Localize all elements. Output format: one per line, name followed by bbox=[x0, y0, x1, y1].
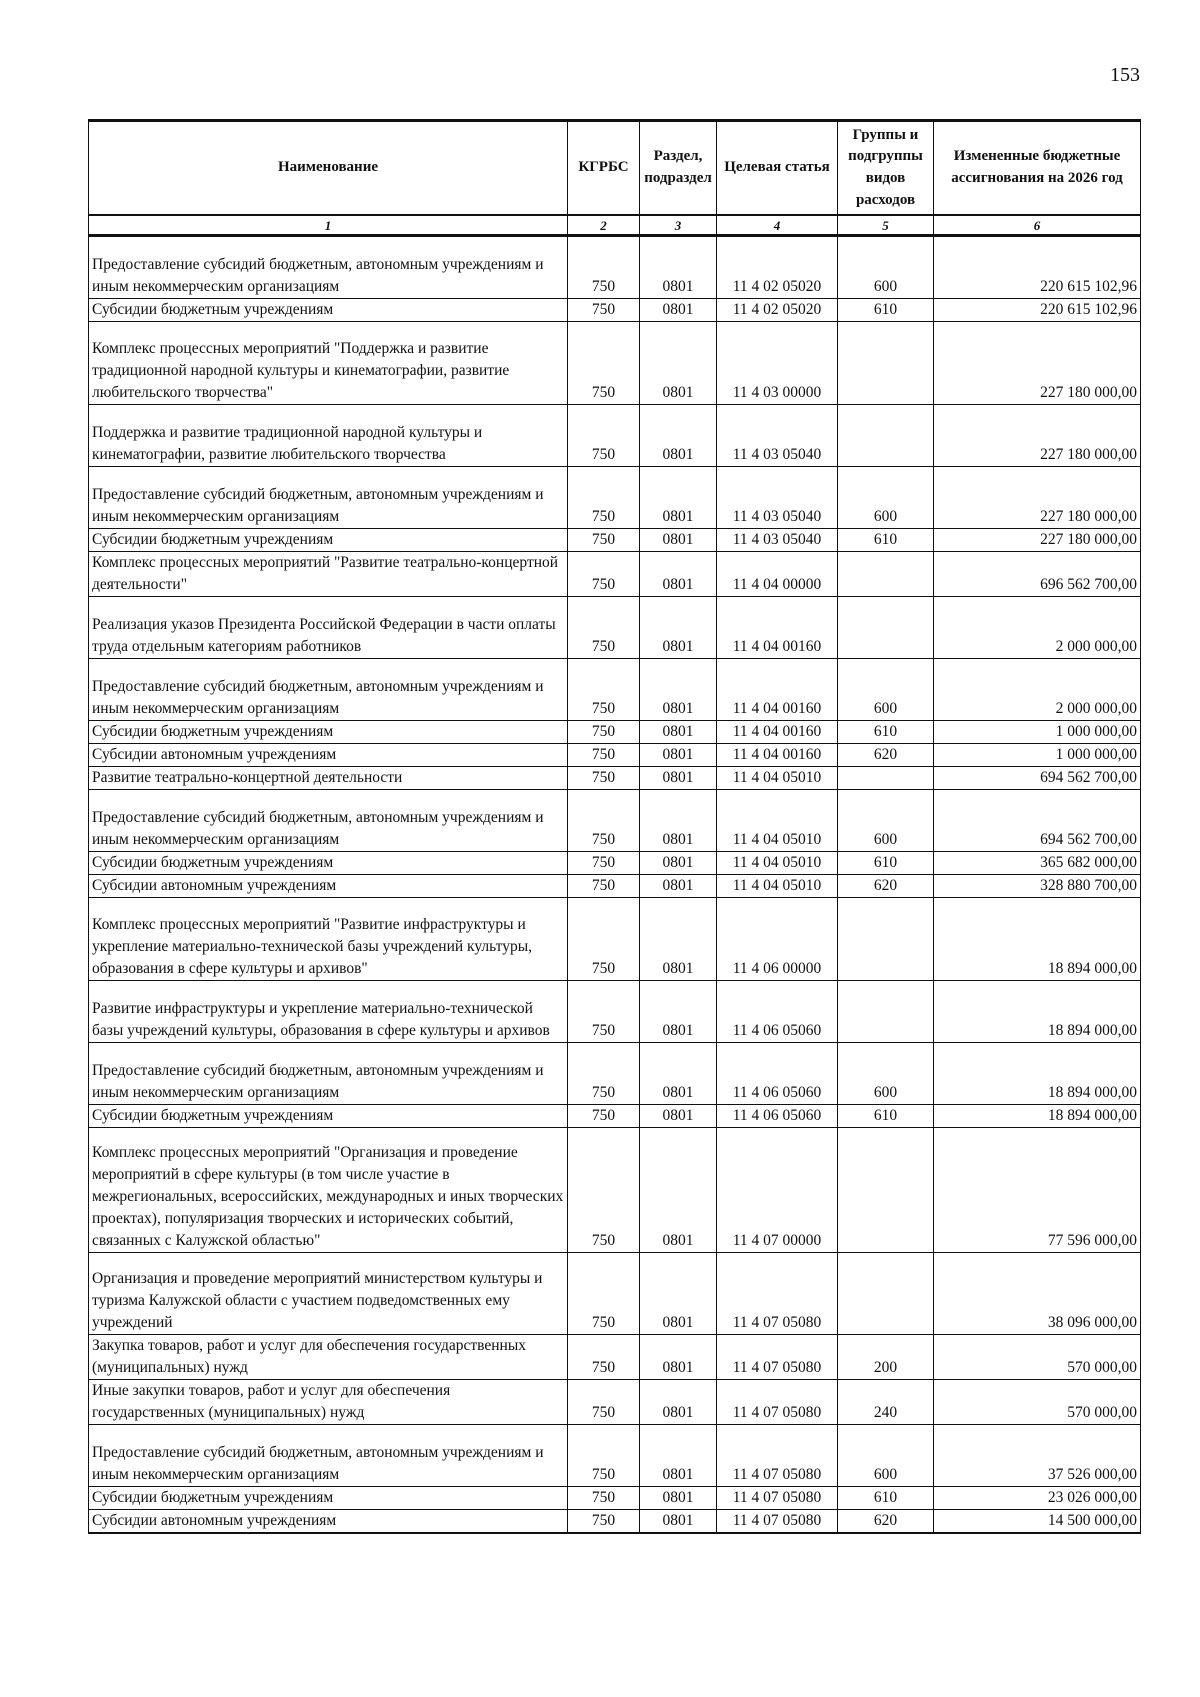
row-kgrbs: 750 bbox=[568, 1253, 640, 1335]
row-kgrbs: 750 bbox=[568, 1335, 640, 1380]
row-target: 11 4 07 05080 bbox=[717, 1487, 838, 1510]
row-name: Предоставление субсидий бюджетным, автономным учреждениям и иным некоммерческим организациям bbox=[89, 659, 568, 721]
table-row bbox=[89, 1128, 1141, 1253]
row-group: 600 bbox=[838, 1043, 934, 1105]
row-amount: 14 500 000,00 bbox=[934, 1510, 1141, 1534]
column-number: 3 bbox=[640, 215, 717, 236]
row-amount: 77 596 000,00 bbox=[934, 1128, 1141, 1253]
row-kgrbs: 750 bbox=[568, 597, 640, 659]
row-amount: 2 000 000,00 bbox=[934, 597, 1141, 659]
row-target: 11 4 04 00000 bbox=[717, 552, 838, 597]
header-group: Группы и подгруппы видов расходов bbox=[838, 121, 934, 216]
row-section: 0801 bbox=[640, 552, 717, 597]
row-name: Предоставление субсидий бюджетным, автономным учреждениям и иным некоммерческим организациям bbox=[89, 236, 568, 299]
row-target: 11 4 07 05080 bbox=[717, 1510, 838, 1534]
row-amount: 18 894 000,00 bbox=[934, 898, 1141, 981]
row-section: 0801 bbox=[640, 236, 717, 299]
table-row bbox=[89, 1425, 1141, 1487]
row-section: 0801 bbox=[640, 299, 717, 322]
row-amount: 694 562 700,00 bbox=[934, 767, 1141, 790]
row-target: 11 4 03 05040 bbox=[717, 405, 838, 467]
row-group bbox=[838, 767, 934, 790]
column-number: 5 bbox=[838, 215, 934, 236]
row-amount: 328 880 700,00 bbox=[934, 875, 1141, 898]
table-row bbox=[89, 1380, 1141, 1425]
table-row bbox=[89, 299, 1141, 322]
row-target: 11 4 07 05080 bbox=[717, 1425, 838, 1487]
table-row bbox=[89, 552, 1141, 597]
row-amount: 227 180 000,00 bbox=[934, 529, 1141, 552]
row-amount: 696 562 700,00 bbox=[934, 552, 1141, 597]
row-name: Субсидии автономным учреждениям bbox=[89, 1510, 568, 1534]
row-amount: 18 894 000,00 bbox=[934, 1105, 1141, 1128]
row-section: 0801 bbox=[640, 1335, 717, 1380]
row-kgrbs: 750 bbox=[568, 898, 640, 981]
row-group: 200 bbox=[838, 1335, 934, 1380]
row-kgrbs: 750 bbox=[568, 236, 640, 299]
table-row bbox=[89, 467, 1141, 529]
row-name: Предоставление субсидий бюджетным, автономным учреждениям и иным некоммерческим организациям bbox=[89, 1425, 568, 1487]
row-group: 620 bbox=[838, 875, 934, 898]
row-name: Комплекс процессных мероприятий "Поддержка и развитие традиционной народной культуры и кинематографии, развитие любительского творчества" bbox=[89, 322, 568, 405]
row-name: Предоставление субсидий бюджетным, автономным учреждениям и иным некоммерческим организациям bbox=[89, 1043, 568, 1105]
row-section: 0801 bbox=[640, 1043, 717, 1105]
row-kgrbs: 750 bbox=[568, 529, 640, 552]
row-name: Предоставление субсидий бюджетным, автономным учреждениям и иным некоммерческим организациям bbox=[89, 790, 568, 852]
column-number: 1 bbox=[89, 215, 568, 236]
row-kgrbs: 750 bbox=[568, 790, 640, 852]
row-kgrbs: 750 bbox=[568, 1105, 640, 1128]
row-group: 600 bbox=[838, 1425, 934, 1487]
row-section: 0801 bbox=[640, 1487, 717, 1510]
row-amount: 1 000 000,00 bbox=[934, 721, 1141, 744]
row-target: 11 4 07 05080 bbox=[717, 1335, 838, 1380]
table-row bbox=[89, 405, 1141, 467]
row-name: Субсидии бюджетным учреждениям bbox=[89, 299, 568, 322]
row-name: Субсидии бюджетным учреждениям bbox=[89, 1105, 568, 1128]
row-section: 0801 bbox=[640, 659, 717, 721]
row-name: Развитие инфраструктуры и укрепление материально-технической базы учреждений культуры, образования в сфере культуры и архивов bbox=[89, 981, 568, 1043]
row-name: Закупка товаров, работ и услуг для обеспечения государственных (муниципальных) нужд bbox=[89, 1335, 568, 1380]
row-amount: 227 180 000,00 bbox=[934, 405, 1141, 467]
row-target: 11 4 04 00160 bbox=[717, 744, 838, 767]
row-group bbox=[838, 405, 934, 467]
row-kgrbs: 750 bbox=[568, 1425, 640, 1487]
row-section: 0801 bbox=[640, 1425, 717, 1487]
row-kgrbs: 750 bbox=[568, 299, 640, 322]
row-group: 610 bbox=[838, 1105, 934, 1128]
row-target: 11 4 04 00160 bbox=[717, 721, 838, 744]
row-name: Комплекс процессных мероприятий "Организация и проведение мероприятий в сфере культуры (в том числе участие в межрегиональных, всероссийских, международных и иных творческих проектах), популяризация творческих и исторических событий, связанных с Калужской областью" bbox=[89, 1128, 568, 1253]
row-group bbox=[838, 552, 934, 597]
table-row bbox=[89, 744, 1141, 767]
row-name: Субсидии автономным учреждениям bbox=[89, 744, 568, 767]
table-row bbox=[89, 790, 1141, 852]
row-target: 11 4 06 05060 bbox=[717, 1043, 838, 1105]
row-target: 11 4 04 05010 bbox=[717, 767, 838, 790]
row-kgrbs: 750 bbox=[568, 1043, 640, 1105]
row-amount: 227 180 000,00 bbox=[934, 322, 1141, 405]
row-amount: 694 562 700,00 bbox=[934, 790, 1141, 852]
row-section: 0801 bbox=[640, 322, 717, 405]
table-row bbox=[89, 1487, 1141, 1510]
column-number-row bbox=[89, 215, 1141, 236]
table-row bbox=[89, 721, 1141, 744]
row-group: 620 bbox=[838, 744, 934, 767]
table-row bbox=[89, 529, 1141, 552]
row-group: 610 bbox=[838, 1487, 934, 1510]
row-section: 0801 bbox=[640, 529, 717, 552]
row-amount: 227 180 000,00 bbox=[934, 467, 1141, 529]
table-row bbox=[89, 852, 1141, 875]
row-amount: 1 000 000,00 bbox=[934, 744, 1141, 767]
table-row bbox=[89, 875, 1141, 898]
row-target: 11 4 04 00160 bbox=[717, 597, 838, 659]
header-row bbox=[89, 121, 1141, 216]
row-section: 0801 bbox=[640, 852, 717, 875]
row-group: 620 bbox=[838, 1510, 934, 1534]
row-section: 0801 bbox=[640, 1380, 717, 1425]
row-section: 0801 bbox=[640, 1105, 717, 1128]
row-kgrbs: 750 bbox=[568, 744, 640, 767]
row-amount: 2 000 000,00 bbox=[934, 659, 1141, 721]
table-row bbox=[89, 1335, 1141, 1380]
row-section: 0801 bbox=[640, 721, 717, 744]
row-target: 11 4 02 05020 bbox=[717, 299, 838, 322]
row-name: Субсидии бюджетным учреждениям bbox=[89, 721, 568, 744]
table-row bbox=[89, 1510, 1141, 1534]
row-group: 600 bbox=[838, 790, 934, 852]
page-number: 153 bbox=[1110, 64, 1140, 86]
row-target: 11 4 06 05060 bbox=[717, 1105, 838, 1128]
table-row bbox=[89, 236, 1141, 299]
row-name: Поддержка и развитие традиционной народной культуры и кинематографии, развитие любительского творчества bbox=[89, 405, 568, 467]
row-group: 600 bbox=[838, 467, 934, 529]
row-section: 0801 bbox=[640, 597, 717, 659]
row-group: 240 bbox=[838, 1380, 934, 1425]
row-amount: 570 000,00 bbox=[934, 1335, 1141, 1380]
row-name: Предоставление субсидий бюджетным, автономным учреждениям и иным некоммерческим организациям bbox=[89, 467, 568, 529]
row-kgrbs: 750 bbox=[568, 1128, 640, 1253]
row-name: Организация и проведение мероприятий министерством культуры и туризма Калужской области с участием подведомственных ему учреждений bbox=[89, 1253, 568, 1335]
row-kgrbs: 750 bbox=[568, 1487, 640, 1510]
row-name: Субсидии автономным учреждениям bbox=[89, 875, 568, 898]
header-section: Раздел, подраздел bbox=[640, 121, 717, 216]
row-kgrbs: 750 bbox=[568, 981, 640, 1043]
row-section: 0801 bbox=[640, 744, 717, 767]
row-amount: 365 682 000,00 bbox=[934, 852, 1141, 875]
row-kgrbs: 750 bbox=[568, 852, 640, 875]
row-amount: 570 000,00 bbox=[934, 1380, 1141, 1425]
row-name: Субсидии бюджетным учреждениям bbox=[89, 852, 568, 875]
table-row bbox=[89, 1253, 1141, 1335]
header-kgrbs: КГРБС bbox=[568, 121, 640, 216]
column-number: 4 bbox=[717, 215, 838, 236]
row-amount: 38 096 000,00 bbox=[934, 1253, 1141, 1335]
row-group bbox=[838, 981, 934, 1043]
row-kgrbs: 750 bbox=[568, 405, 640, 467]
row-target: 11 4 04 05010 bbox=[717, 875, 838, 898]
row-target: 11 4 04 05010 bbox=[717, 852, 838, 875]
row-target: 11 4 06 00000 bbox=[717, 898, 838, 981]
table-row bbox=[89, 322, 1141, 405]
row-group: 610 bbox=[838, 852, 934, 875]
row-group bbox=[838, 898, 934, 981]
row-target: 11 4 06 05060 bbox=[717, 981, 838, 1043]
row-name: Комплекс процессных мероприятий "Развитие театрально-концертной деятельности" bbox=[89, 552, 568, 597]
column-number: 6 bbox=[934, 215, 1141, 236]
row-group: 610 bbox=[838, 529, 934, 552]
row-section: 0801 bbox=[640, 1253, 717, 1335]
row-target: 11 4 04 05010 bbox=[717, 790, 838, 852]
row-target: 11 4 03 05040 bbox=[717, 467, 838, 529]
row-name: Субсидии бюджетным учреждениям bbox=[89, 529, 568, 552]
row-amount: 18 894 000,00 bbox=[934, 1043, 1141, 1105]
row-name: Субсидии бюджетным учреждениям bbox=[89, 1487, 568, 1510]
row-section: 0801 bbox=[640, 467, 717, 529]
table-row bbox=[89, 1105, 1141, 1128]
table-row bbox=[89, 767, 1141, 790]
row-group bbox=[838, 1128, 934, 1253]
table-row bbox=[89, 659, 1141, 721]
row-target: 11 4 02 05020 bbox=[717, 236, 838, 299]
table-row bbox=[89, 898, 1141, 981]
row-kgrbs: 750 bbox=[568, 875, 640, 898]
row-group: 600 bbox=[838, 659, 934, 721]
row-amount: 23 026 000,00 bbox=[934, 1487, 1141, 1510]
table-row bbox=[89, 981, 1141, 1043]
row-group: 600 bbox=[838, 236, 934, 299]
row-section: 0801 bbox=[640, 898, 717, 981]
column-number: 2 bbox=[568, 215, 640, 236]
row-section: 0801 bbox=[640, 767, 717, 790]
row-name: Реализация указов Президента Российской Федерации в части оплаты труда отдельным категориям работников bbox=[89, 597, 568, 659]
row-section: 0801 bbox=[640, 1510, 717, 1534]
row-target: 11 4 04 00160 bbox=[717, 659, 838, 721]
row-kgrbs: 750 bbox=[568, 1380, 640, 1425]
header-name: Наименование bbox=[89, 121, 568, 216]
row-group: 610 bbox=[838, 299, 934, 322]
row-kgrbs: 750 bbox=[568, 659, 640, 721]
row-target: 11 4 03 05040 bbox=[717, 529, 838, 552]
row-group bbox=[838, 1253, 934, 1335]
row-target: 11 4 07 05080 bbox=[717, 1253, 838, 1335]
row-kgrbs: 750 bbox=[568, 552, 640, 597]
row-section: 0801 bbox=[640, 790, 717, 852]
row-amount: 18 894 000,00 bbox=[934, 981, 1141, 1043]
table-row bbox=[89, 1043, 1141, 1105]
row-amount: 220 615 102,96 bbox=[934, 299, 1141, 322]
row-target: 11 4 07 05080 bbox=[717, 1380, 838, 1425]
row-kgrbs: 750 bbox=[568, 467, 640, 529]
header-amount: Измененные бюджетные ассигнования на 2026 год bbox=[934, 121, 1141, 216]
row-group: 610 bbox=[838, 721, 934, 744]
row-kgrbs: 750 bbox=[568, 322, 640, 405]
table-body bbox=[89, 236, 1141, 1534]
row-amount: 37 526 000,00 bbox=[934, 1425, 1141, 1487]
row-name: Развитие театрально-концертной деятельности bbox=[89, 767, 568, 790]
row-kgrbs: 750 bbox=[568, 721, 640, 744]
row-kgrbs: 750 bbox=[568, 767, 640, 790]
row-group bbox=[838, 597, 934, 659]
row-name: Комплекс процессных мероприятий "Развитие инфраструктуры и укрепление материально-технической базы учреждений культуры, образования в сфере культуры и архивов" bbox=[89, 898, 568, 981]
row-section: 0801 bbox=[640, 981, 717, 1043]
row-name: Иные закупки товаров, работ и услуг для обеспечения государственных (муниципальных) нужд bbox=[89, 1380, 568, 1425]
row-section: 0801 bbox=[640, 405, 717, 467]
budget-table bbox=[88, 119, 1141, 1534]
row-section: 0801 bbox=[640, 875, 717, 898]
table-row bbox=[89, 597, 1141, 659]
row-kgrbs: 750 bbox=[568, 1510, 640, 1534]
row-section: 0801 bbox=[640, 1128, 717, 1253]
header-target: Целевая статья bbox=[717, 121, 838, 216]
row-group bbox=[838, 322, 934, 405]
row-target: 11 4 03 00000 bbox=[717, 322, 838, 405]
row-target: 11 4 07 00000 bbox=[717, 1128, 838, 1253]
row-amount: 220 615 102,96 bbox=[934, 236, 1141, 299]
